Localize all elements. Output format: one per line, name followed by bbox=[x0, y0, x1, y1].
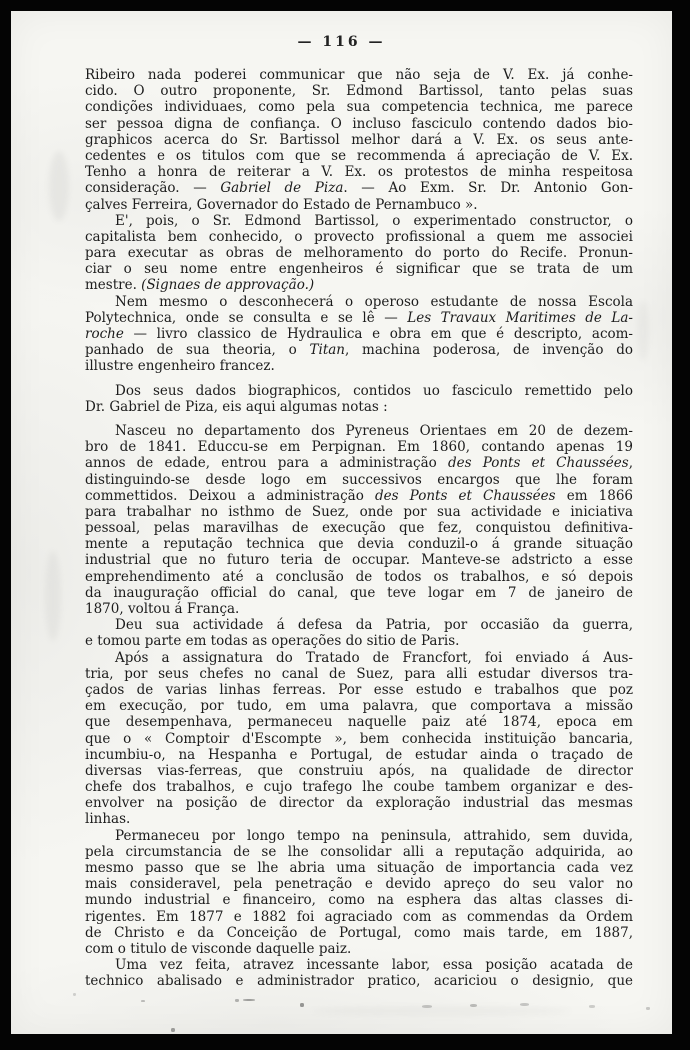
body-text bbox=[85, 67, 633, 990]
scan-speck bbox=[73, 993, 76, 996]
scan-smudge bbox=[45, 551, 61, 641]
text-line: pessoal, pelas maravilhas de execução que fez, conquistou definitiva- bbox=[85, 520, 633, 537]
text-line: emprehendimento até a conclusão de todos os trabalhos, e só depois bbox=[85, 568, 633, 585]
text-line: incumbiu-o, na Hespanha e Portugal, de estudar ainda o traçado de bbox=[85, 746, 633, 763]
text-line: diversas vias-ferreas, que construiu após, na qualidade de director bbox=[85, 762, 633, 779]
paragraph bbox=[85, 213, 633, 294]
text-line: bro de 1841. Educcu-se em Perpignan. Em 1860, contando apenas 19 bbox=[85, 439, 633, 456]
text-line: çalves Ferreira, Governador do Estado de Pernambuco ». bbox=[85, 196, 478, 213]
text-line: illustre engenheiro francez. bbox=[85, 358, 275, 375]
scan-speck bbox=[243, 999, 255, 1001]
text-line: consideração. — Gabriel de Piza. — Ao Exm. Sr. Dr. Antonio Gon- bbox=[85, 180, 633, 197]
text-line: capitalista bem conhecido, o provecto profissional a quem me associei bbox=[85, 228, 633, 245]
text-line: rigentes. Em 1877 e 1882 foi agraciado com as commendas da Ordem bbox=[85, 908, 633, 925]
scan-speck bbox=[589, 1005, 595, 1008]
scan-speck bbox=[171, 1028, 175, 1032]
text-line: Permaneceu por longo tempo na peninsula, attrahido, sem duvida, bbox=[115, 827, 633, 844]
text-line: que o « Comptoir d'Escompte », bem conhecida instituição bancaria, bbox=[85, 730, 633, 747]
text-line: annos de edade, entrou para a administração des Ponts et Chaussées, bbox=[85, 455, 633, 472]
paragraph bbox=[85, 383, 633, 415]
text-line: Dos seus dados biographicos, contidos uo fasciculo remettido pelo bbox=[115, 382, 633, 399]
text-line: ser pessoa digna de confiança. O incluso fasciculo contendo dados bio- bbox=[85, 115, 633, 132]
text-line: technico abalisado e administrador pratico, acariciou o designio, que bbox=[85, 973, 633, 990]
text-line: envolver na posição de director da exploração industrial das mesmas bbox=[85, 795, 633, 812]
text-line: cedentes e os titulos com que se recommenda á apreciação de V. Ex. bbox=[85, 147, 633, 164]
text-line: Ribeiro nada poderei communicar que não seja de V. Ex. já conhe- bbox=[85, 67, 633, 83]
text-line: Uma vez feita, atravez incessante labor, essa posição acatada de bbox=[115, 957, 633, 974]
scan-speck bbox=[470, 1004, 477, 1007]
paragraph bbox=[85, 828, 633, 958]
text-line: pela circumstancia de se lhe consolidar alli a reputação adquirida, ao bbox=[85, 843, 633, 860]
page-number: — 116 — bbox=[297, 34, 386, 50]
scan-speck bbox=[520, 1003, 529, 1006]
text-line: com o titulo de visconde daquelle paiz. bbox=[85, 940, 352, 957]
scan-speck bbox=[141, 1000, 145, 1002]
text-line: industrial que no futuro teria de occupar. Manteve-se adstricto a esse bbox=[85, 552, 633, 569]
text-line: para trabalhar no isthmo de Suez, onde por sua actividade e iniciativa bbox=[85, 503, 633, 520]
text-line: distinguindo-se desde logo em successivos encargos que lhe foram bbox=[85, 471, 633, 488]
scan-smudge bbox=[49, 151, 69, 221]
text-line: mestre. (Signaes de approvação.) bbox=[85, 277, 315, 294]
paragraph bbox=[85, 650, 633, 828]
text-line: Tenho a honra de reiterar a V. Ex. os protestos de minha respeitosa bbox=[85, 164, 633, 181]
text-line: graphicos acerca do Sr. Bartissol melhor dará a V. Ex. os seus ante- bbox=[85, 131, 633, 148]
scan-smudge bbox=[637, 301, 649, 361]
text-line: Nasceu no departamento dos Pyreneus Orientaes em 20 de dezem- bbox=[115, 422, 633, 439]
text-line: Deu sua actividade á defesa da Patria, por occasião da guerra, bbox=[115, 617, 633, 634]
scanned-page bbox=[11, 11, 672, 1034]
text-line: commettidos. Deixou a administração des Ponts et Chaussées em 1866 bbox=[85, 487, 633, 504]
text-line: 1870, voltou á França. bbox=[85, 601, 240, 617]
text-line: Dr. Gabriel de Piza, eis aqui algumas notas : bbox=[85, 398, 388, 415]
scan-speck bbox=[235, 999, 239, 1002]
scan-speck bbox=[422, 1005, 432, 1008]
text-line: çados de varias linhas ferreas. Por esse estudo e trabalhos que poz bbox=[85, 681, 633, 698]
text-line: e tomou parte em todas as operações do sitio de Paris. bbox=[85, 633, 460, 650]
paragraph bbox=[85, 67, 633, 213]
text-line: roche — livro classico de Hydraulica e obra em que é descripto, acom- bbox=[85, 326, 633, 342]
text-line: mesmo passo que se lhe abria uma situação de importancia cada vez bbox=[85, 860, 633, 876]
paragraph bbox=[85, 957, 633, 989]
text-line: panhado de sua theoria, o Titan, machina poderosa, de invenção do bbox=[85, 342, 633, 359]
text-line: condições individuaes, como pela sua competencia technica, me parece bbox=[85, 99, 633, 116]
text-line: linhas. bbox=[85, 811, 131, 828]
scan-speck bbox=[300, 1003, 304, 1007]
paragraph bbox=[85, 617, 633, 649]
text-line: mente a reputação technica que devia conduzil-o á grande situação bbox=[85, 536, 633, 553]
text-line: cido. O outro proponente, Sr. Edmond Bartissol, tanto pelas suas bbox=[85, 83, 633, 100]
text-line: mundo industrial e financeiro, como na esphera das altas classes di- bbox=[85, 892, 633, 909]
text-line: tria, por seus chefes no canal de Suez, para alli estudar diversos tra- bbox=[85, 665, 633, 682]
text-line: de Christo e da Conceição de Portugal, como mais tarde, em 1887, bbox=[85, 924, 633, 941]
scan-smudge bbox=[311, 1006, 571, 1016]
text-line: Nem mesmo o desconhecerá o operoso estudante de nossa Escola bbox=[115, 293, 633, 310]
text-line: mais consideravel, pela penetração e devido apreço do seu valor no bbox=[85, 876, 633, 893]
text-line: ciar o seu nome entre engenheiros é significar que se trata de um bbox=[85, 261, 633, 278]
text-line: E', pois, o Sr. Edmond Bartissol, o experimentado constructor, o bbox=[115, 212, 633, 229]
paragraph bbox=[85, 294, 633, 375]
paragraph bbox=[85, 423, 633, 617]
text-line: da inauguração official do canal, que teve logar em 7 de janeiro de bbox=[85, 584, 633, 601]
scan-speck bbox=[646, 1007, 650, 1010]
text-line: Polytechnica, onde se consulta e se lê — Les Travaux Maritimes de La- bbox=[85, 309, 633, 326]
text-line: em execução, por tudo, em uma palavra, que comportava a missão bbox=[85, 698, 633, 715]
text-line: Após a assignatura do Tratado de Francfort, foi enviado á Aus- bbox=[115, 649, 633, 666]
text-line: chefe dos trabalhos, e cujo trafego lhe coube tambem organizar e des- bbox=[85, 779, 633, 796]
text-line: que desempenhava, permaneceu naquelle paiz até 1874, epoca em bbox=[85, 714, 633, 731]
text-line: para executar as obras de melhoramento do porto do Recife. Pronun- bbox=[85, 245, 633, 262]
